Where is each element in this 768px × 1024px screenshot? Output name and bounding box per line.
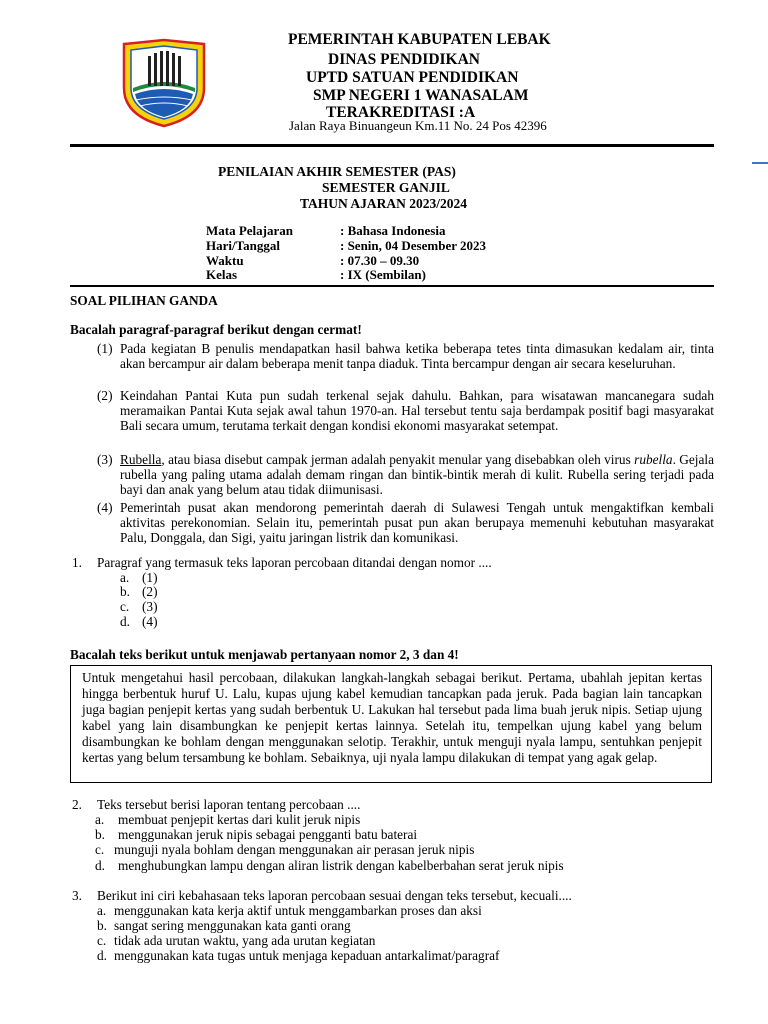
q1-option-b-letter: b. [120,584,130,599]
q2-option-d-letter: d. [95,858,105,873]
q1-option-c-letter: c. [120,599,130,614]
header-line-4: SMP NEGERI 1 WANASALAM [313,87,529,104]
info-label-time: Waktu [206,253,244,268]
school-logo [118,36,210,128]
paragraph-1-number: (1) [97,341,113,356]
q1-option-a: (1) [142,570,158,585]
info-value-date: : Senin, 04 Desember 2023 [340,238,487,253]
rubella-underlined: Rubella [120,452,162,467]
instruction-2: Bacalah teks berikut untuk menjawab pertanyaan nomor 2, 3 dan 4! [70,647,459,662]
exam-year: TAHUN AJARAN 2023/2024 [300,196,468,211]
q3-option-c: tidak ada urutan waktu, yang ada urutan kegiatan [114,933,376,948]
header-line-2: DINAS PENDIDIKAN [328,51,481,68]
paragraph-1: Pada kegiatan B penulis mendapatkan hasil bahwa ketika beberapa tetes tinta dimasukan kedalam air, tinta akan bercampur air dalam beberapa menit tanpa diaduk. Tinta bercampur dengan air secara keseluruhan. [120,341,714,371]
q2-option-a: membuat penjepit kertas dari kulit jeruk nipis [118,812,361,827]
info-label-class: Kelas [206,267,238,282]
q3-option-b: sangat sering menggunakan kata ganti orang [114,918,351,933]
q1-option-a-letter: a. [120,570,130,585]
q3-number: 3. [72,888,82,903]
school-address: Jalan Raya Binuangeun Km.11 No. 24 Pos 42396 [289,118,547,133]
q1-option-d: (4) [142,614,158,629]
paragraph-3-number: (3) [97,452,113,467]
info-label-date: Hari/Tanggal [206,238,280,253]
paragraph-3-part-a: , atau biasa disebut campak jerman adalah penyakit menular yang disebabkan oleh virus [161,452,635,467]
q1-option-d-letter: d. [120,614,130,629]
exam-semester: SEMESTER GANJIL [322,180,450,195]
header-divider [70,144,714,147]
paragraph-4-number: (4) [97,500,113,515]
paragraph-4: Pemerintah pusat akan mendorong pemerintah daerah di Sulawesi Tengah untuk mengaktifkan kembali aktivitas perekonomian. Selain itu, pemerintah pusat pun akan berupaya memenuhi kebutuhan masyarakat Palu, Donggala, dan Sigi, yaitu jaringan listrik dan komunikasi. [120,500,714,545]
q1-option-c: (3) [142,599,158,614]
section-title: SOAL PILIHAN GANDA [70,293,218,308]
info-label-subject: Mata Pelajaran [206,223,294,238]
info-value-time: : 07.30 – 09.30 [340,253,420,268]
header-line-5: TERAKREDITASI :A [326,104,476,121]
reading-text: Untuk mengetahui hasil percobaan, dilakukan langkah-langkah sebagai berikut. Pertama, ubahlah jepitan kertas hingga berbentuk huruf U. Lalu, kupas ujung kabel kemudian tancapkan pada jeruk. Pada bagian lain tancapkan juga bagian penjepit kertas yang sudah berbentuk U. Lakukan hal tersebut pada lima buah jeruk nipis. Setiap ujung kabel yang lain disambungkan ke penjepit kertas lainnya. Setelah itu, tempelkan ujung kabel yang belum disambungkan ke bohlam dengan menggunakan selotip. Terakhir, untuk menguji nyala lampu, sentuhkan penjepit kertas yang belum tersambung ke bohlam. Sebaiknya, uji nyala lampu dilakukan di tempat yang agak gelap. [82,670,702,765]
q3-option-b-letter: b. [97,918,107,933]
q1-text: Paragraf yang termasuk teks laporan percobaan ditandai dengan nomor .... [97,555,492,570]
q2-text: Teks tersebut berisi laporan tentang percobaan .... [97,797,361,812]
q3-option-c-letter: c. [97,933,107,948]
q2-option-a-letter: a. [95,812,105,827]
info-value-class: : IX (Sembilan) [340,267,426,282]
q2-number: 2. [72,797,82,812]
q2-option-b: menggunakan jeruk nipis sebagai pengganti batu baterai [118,827,418,842]
paragraph-3-part-b: . Gejala rubella yang paling utama adalah demam ringan dan bintik-bintik merah di kulit. Rubella sering terjadi pada bayi dan anak yang belum atau tidak diimunisasi. [120,452,714,497]
q1-number: 1. [72,555,82,570]
q3-option-d-letter: d. [97,948,107,963]
info-divider [70,285,714,287]
paragraph-2: Keindahan Pantai Kuta pun sudah terkenal sejak dahulu. Bahkan, para wisatawan mancanegara sudah meramaikan Pantai Kuta sejak awal tahun 1970-an. Hal tersebut tentu saja berdampak positif bagi masyarakat Bali secara umum, terutama terkait dengan kondisi ekonomi masyarakat setempat. [120,388,714,433]
q2-option-d: menghubungkan lampu dengan aliran listrik dengan kabelberbahan serat jeruk nipis [118,858,564,873]
rubella-italic: rubella [634,452,673,467]
page-edge-accent [752,162,768,164]
q3-text: Berikut ini ciri kebahasaan teks laporan percobaan sesuai dengan teks tersebut, kecuali.... [97,888,572,903]
instruction-1: Bacalah paragraf-paragraf berikut dengan cermat! [70,322,362,337]
q2-option-c: munguji nyala bohlam dengan menggunakan air perasan jeruk nipis [114,842,475,857]
q3-option-d: menggunakan kata tugas untuk menjaga kepaduan antarkalimat/paragraf [114,948,500,963]
q1-option-b: (2) [142,584,158,599]
q2-option-b-letter: b. [95,827,105,842]
paragraph-3 [120,452,714,497]
exam-title: PENILAIAN AKHIR SEMESTER (PAS) [218,164,456,179]
header-line-3: UPTD SATUAN PENDIDIKAN [306,69,519,86]
q3-option-a: menggunakan kata kerja aktif untuk menggambarkan proses dan aksi [114,903,482,918]
q2-option-c-letter: c. [95,842,105,857]
info-value-subject: : Bahasa Indonesia [340,223,446,238]
paragraph-2-number: (2) [97,388,113,403]
header-line-1: PEMERINTAH KABUPATEN LEBAK [288,31,551,48]
q3-option-a-letter: a. [97,903,107,918]
